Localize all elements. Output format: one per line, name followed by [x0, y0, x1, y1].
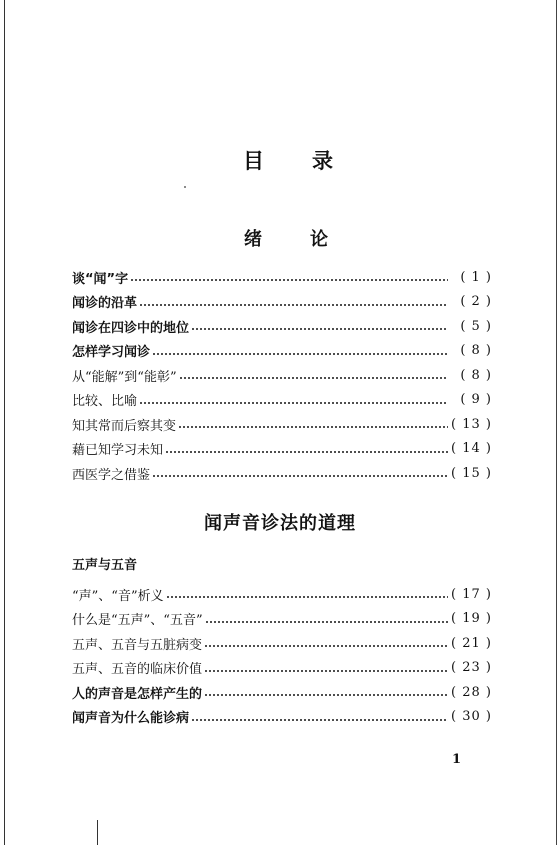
toc-entry-label: 藉已知学习未知 — [72, 443, 164, 459]
dot-leader — [204, 693, 448, 697]
binding-mark — [97, 820, 98, 845]
toc-entry-label: 从“能解”到“能彰” — [72, 369, 177, 385]
toc-entry[interactable] — [72, 582, 492, 607]
subsection-title: 五声与五音 — [72, 558, 138, 573]
section2-heading: 闻声音诊法的道理 — [204, 513, 356, 534]
dot-leader — [139, 303, 448, 307]
toc-entry-label: 五声、五音与五脏病变 — [72, 637, 203, 653]
toc-entry-page: ( 5 ) — [460, 318, 492, 334]
toc-entry-page: ( 8 ) — [460, 343, 492, 359]
dot-leader — [191, 327, 448, 331]
toc-entry-page: ( 9 ) — [460, 392, 492, 408]
toc-entry[interactable] — [72, 680, 492, 705]
dot-leader — [179, 376, 448, 380]
intro-heading-char-1: 绪 — [244, 229, 262, 250]
toc-entry[interactable] — [72, 705, 492, 730]
dot-leader — [152, 352, 448, 356]
toc-entry-page: ( 21 ) — [451, 635, 492, 651]
toc-entry-label: 闻声音为什么能诊病 — [72, 711, 190, 727]
toc-entry-page: ( 1 ) — [460, 269, 492, 285]
title-char-2: 录 — [312, 149, 333, 173]
toc-entry-page: ( 23 ) — [451, 660, 492, 676]
toc-entry-page: ( 28 ) — [451, 684, 492, 700]
toc-entry[interactable] — [72, 314, 492, 339]
toc-entry[interactable] — [72, 656, 492, 681]
dot-leader — [130, 278, 448, 282]
toc-entry-label: 比较、比喻 — [72, 394, 138, 410]
toc-entry-label: 什么是“五声”、“五音” — [72, 613, 203, 629]
toc-entry[interactable] — [72, 437, 492, 462]
toc-entry-label: “声”、“音”析义 — [72, 588, 164, 604]
toc-entry-label: 五声、五音的临床价值 — [72, 662, 203, 678]
page-title — [243, 145, 333, 175]
toc-entry[interactable] — [72, 607, 492, 632]
toc-entry-page: ( 30 ) — [451, 709, 492, 725]
dot-leader — [204, 669, 448, 673]
toc-entry-page: ( 14 ) — [451, 441, 492, 457]
toc-entry-label: 人的声音是怎样产生的 — [72, 686, 203, 702]
toc-entry-page: ( 17 ) — [451, 586, 492, 602]
toc-entry[interactable] — [72, 363, 492, 388]
toc-entry[interactable] — [72, 265, 492, 290]
toc-entry-label: 谈“闻”字 — [72, 271, 129, 287]
toc-entry[interactable] — [72, 339, 492, 364]
dot-leader — [205, 620, 448, 624]
dot-leader — [191, 718, 448, 722]
toc-entry[interactable] — [72, 290, 492, 315]
toc-entry-page: ( 2 ) — [460, 294, 492, 310]
toc-entry[interactable] — [72, 388, 492, 413]
toc-entry-page: ( 19 ) — [451, 611, 492, 627]
section2-toc-list — [72, 582, 492, 729]
toc-entry-page: ( 13 ) — [451, 416, 492, 432]
toc-entry-label: 怎样学习闻诊 — [72, 345, 151, 361]
intro-heading — [244, 225, 328, 251]
dot-leader — [139, 401, 448, 405]
intro-toc-list — [72, 265, 492, 486]
dot-leader — [204, 644, 448, 648]
toc-entry[interactable] — [72, 412, 492, 437]
page-edge-right — [556, 0, 557, 845]
toc-entry-label: 知其常而后察其变 — [72, 418, 177, 434]
toc-entry-label: 西医学之借鉴 — [72, 467, 151, 483]
scan-speck — [184, 186, 186, 188]
toc-entry-page: ( 8 ) — [460, 367, 492, 383]
toc-entry[interactable] — [72, 631, 492, 656]
dot-leader — [166, 595, 448, 599]
toc-entry-label: 闻诊的沿革 — [72, 296, 138, 312]
dot-leader — [178, 425, 448, 429]
toc-entry-label: 闻诊在四诊中的地位 — [72, 320, 190, 336]
toc-entry-page: ( 15 ) — [451, 465, 492, 481]
page-number: 1 — [452, 752, 462, 767]
intro-heading-char-2: 论 — [310, 229, 328, 250]
toc-entry[interactable] — [72, 461, 492, 486]
title-char-1: 目 — [243, 149, 264, 173]
dot-leader — [152, 474, 448, 478]
page-edge-left — [4, 0, 5, 845]
dot-leader — [165, 450, 448, 454]
